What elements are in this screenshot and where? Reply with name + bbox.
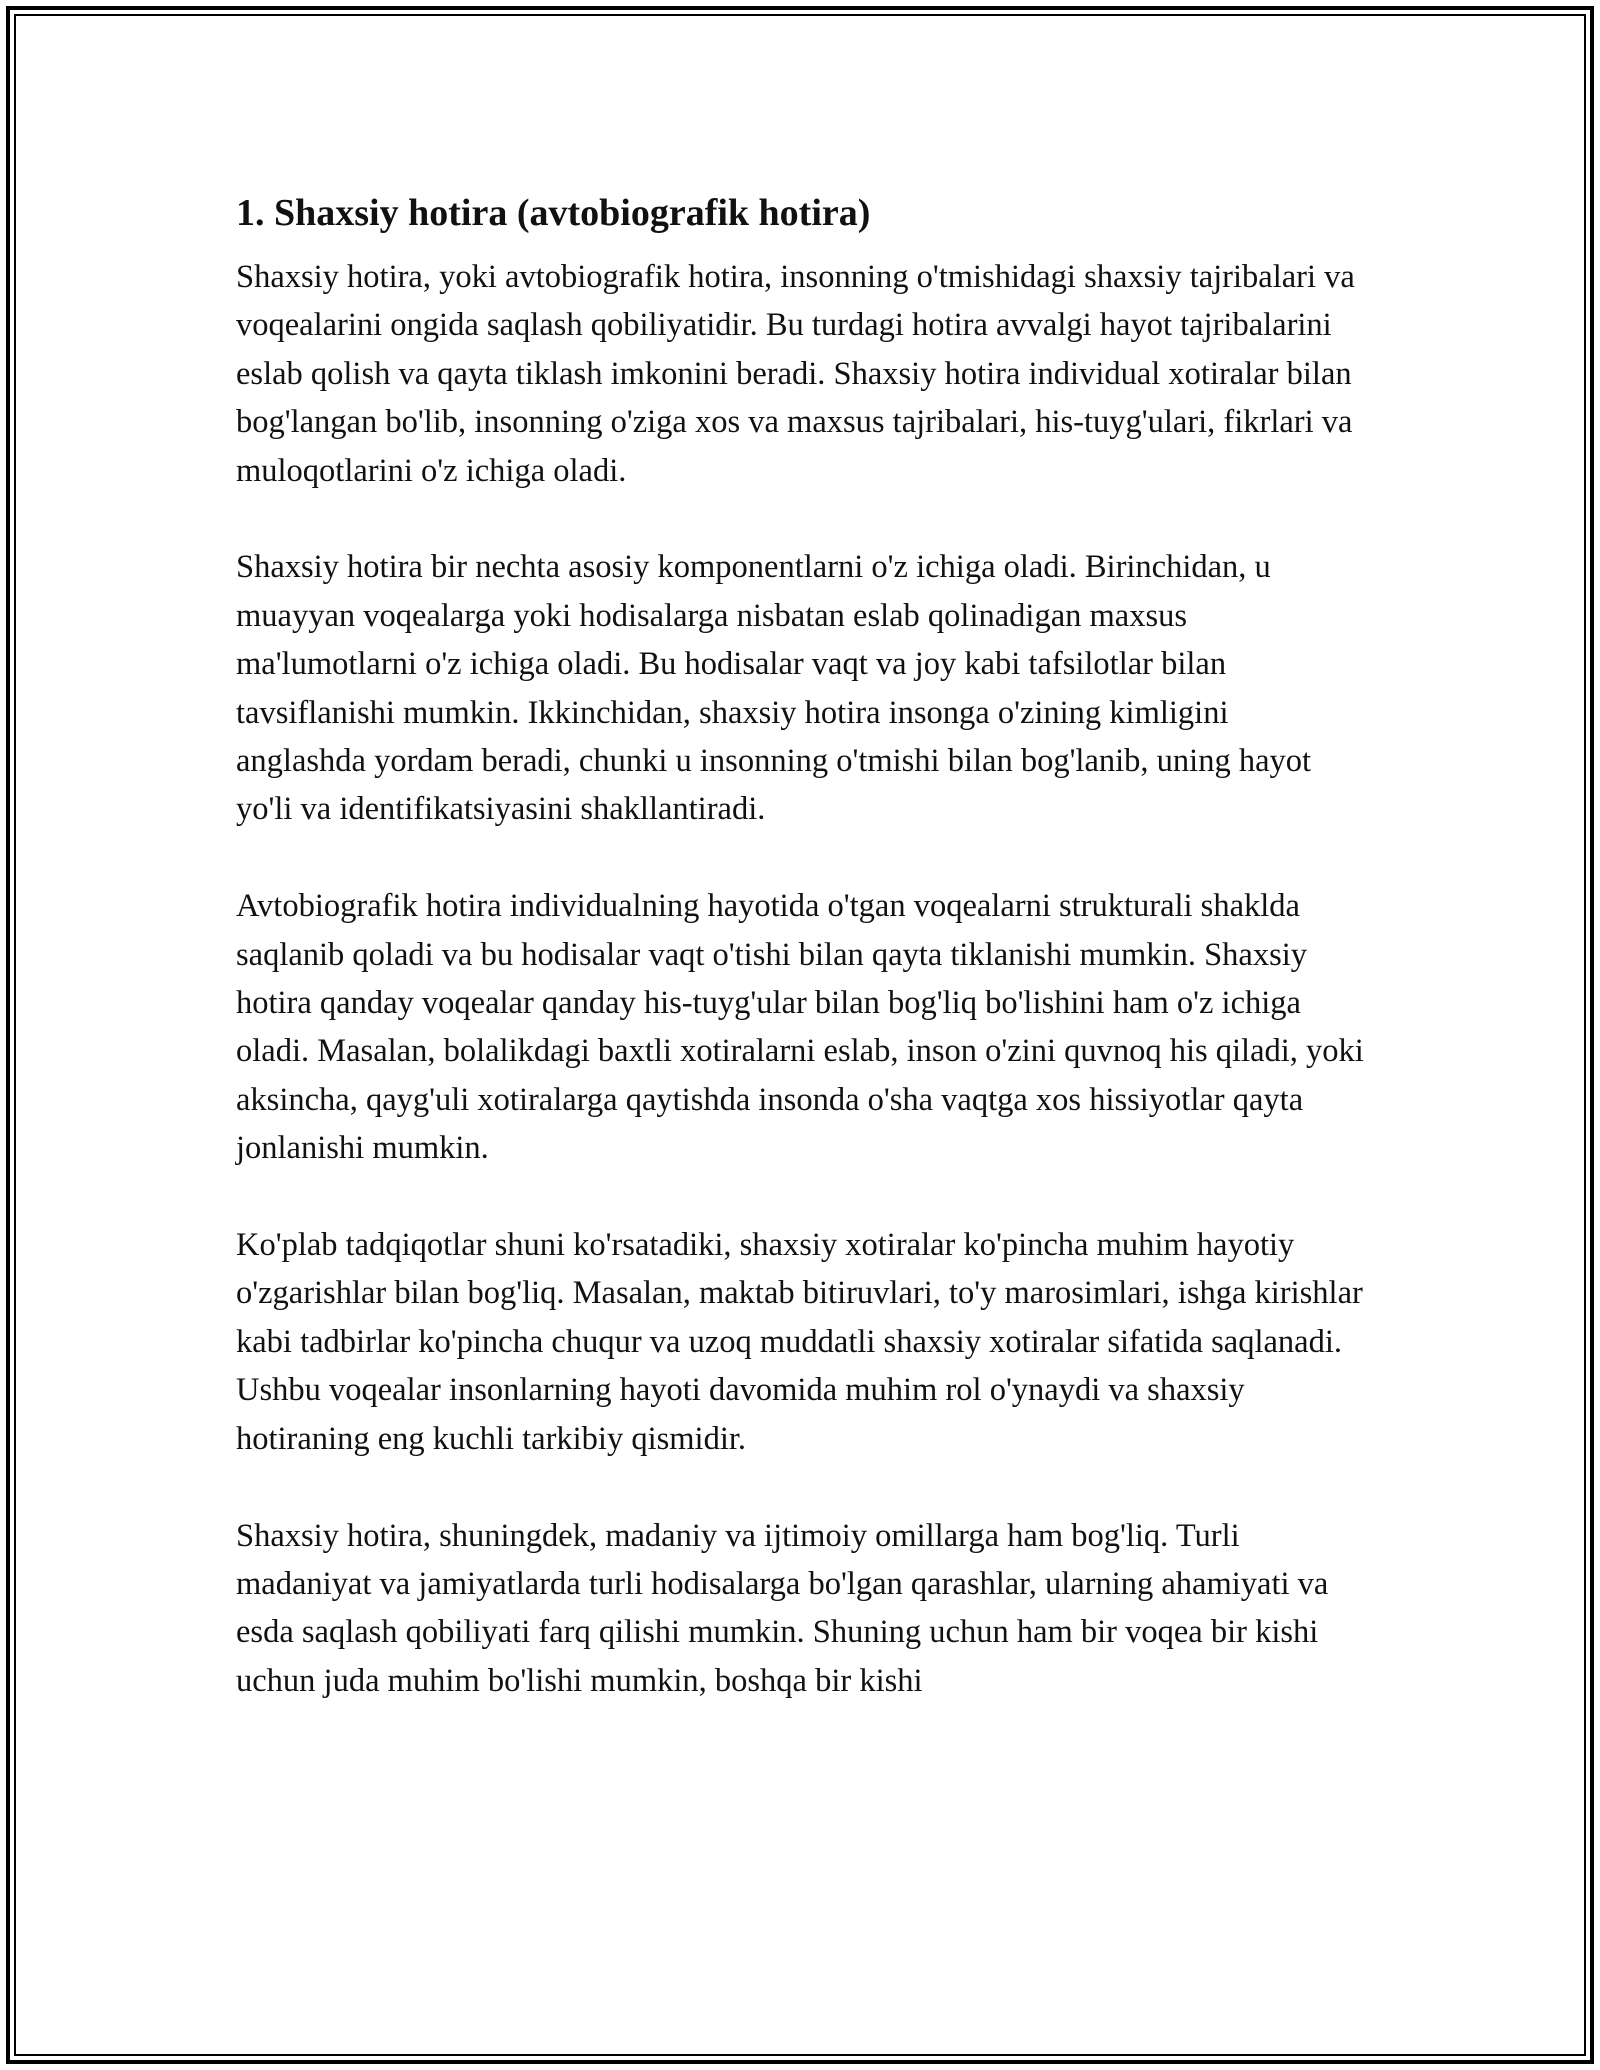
paragraph-1: Shaxsiy hotira, yoki avtobiografik hotira, insonning o'tmishidagi shaxsiy tajribalari va voqealarini ongida saqlash qobiliyatidir. Bu turdagi hotira avvalgi hayot tajribalarini eslab qolish va qayta tiklash imkonini beradi. Shaxsiy hotira individual xotiralar bilan bog'langan bo'lib, insonning o'ziga xos va maxsus tajribalari, his-tuyg'ulari, fikrlari va muloqotlarini o'z ichiga oladi. bbox=[236, 259, 1355, 489]
document-body bbox=[236, 183, 1366, 1754]
section-heading: 1. Shaxsiy hotira (avtobiografik hotira) bbox=[236, 192, 871, 234]
paragraph-5: Shaxsiy hotira, shuningdek, madaniy va ijtimoiy omillarga ham bog'liq. Turli madaniyat va jamiyatlarda turli hodisalarga bo'lgan qarashlar, ularning ahamiyati va esda saqlash qobiliyati farq qilishi mumkin. Shuning uchun ham bir voqea bir kishi uchun juda muhim bo'lishi mumkin, boshqa bir kishi bbox=[236, 1517, 1329, 1699]
paragraph-4: Ko'plab tadqiqotlar shuni ko'rsatadiki, shaxsiy xotiralar ko'pincha muhim hayotiy o'zgarishlar bilan bog'liq. Masalan, maktab bitiruvlari, to'y marosimlari, ishga kirishlar kabi tadbirlar ko'pincha chuqur va uzoq muddatli shaxsiy xotiralar sifatida saqlanadi. Ushbu voqealar insonlarning hayoti davomida muhim rol o'ynaydi va shaxsiy hotiraning eng kuchli tarkibiy qismidir. bbox=[236, 1227, 1363, 1457]
paragraph-3: Avtobiografik hotira individualning hayotida o'tgan voqealarni strukturali shaklda saqlanib qoladi va bu hodisalar vaqt o'tishi bilan qayta tiklanishi mumkin. Shaxsiy hotira qanday voqealar qanday his-tuyg'ular bilan bog'liq bo'lishini ham o'z ichiga oladi. Masalan, bolalikdagi baxtli xotiralarni eslab, inson o'zini quvnoq his qiladi, yoki aksincha, qayg'uli xotiralarga qaytishda insonda o'sha vaqtga xos hissiyotlar qayta jonlanishi mumkin. bbox=[236, 888, 1364, 1167]
paragraph-2: Shaxsiy hotira bir nechta asosiy komponentlarni o'z ichiga oladi. Birinchidan, u muayyan voqealarga yoki hodisalarga nisbatan eslab qolinadigan maxsus ma'lumotlarni o'z ichiga oladi. Bu hodisalar vaqt va joy kabi tafsilotlar bilan tavsiflanishi mumkin. Ikkinchidan, shaxsiy hotira insonga o'zining kimligini anglashda yordam beradi, chunki u insonning o'tmishi bilan bog'lanib, uning hayot yo'li va identifikatsiyasini shakllantiradi. bbox=[236, 549, 1312, 828]
